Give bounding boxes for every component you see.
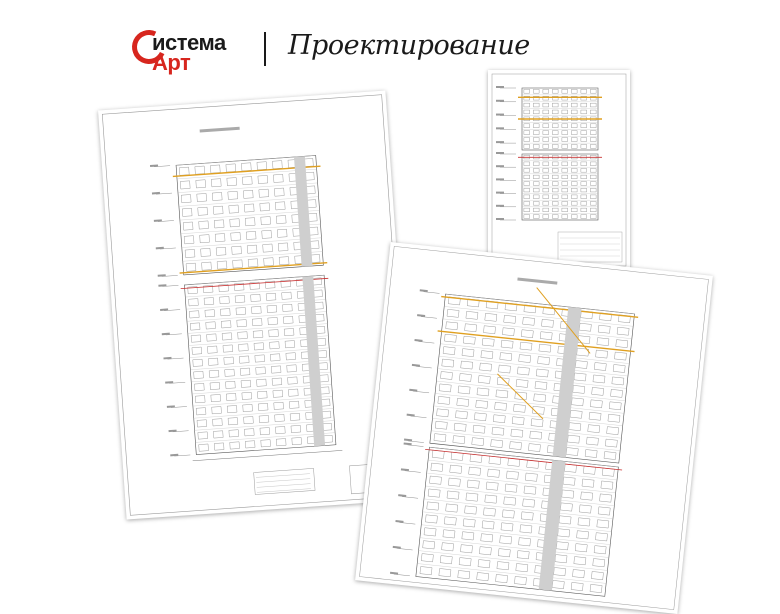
header: [0, 0, 780, 90]
building-facade-drawing-icon: [488, 70, 630, 270]
facade-drawing-front: [355, 242, 713, 614]
building-facade-drawing-icon: [355, 242, 713, 614]
logo-name-bottom: Арт: [152, 50, 191, 75]
logo: [132, 28, 262, 74]
facade-drawing-left: [98, 90, 414, 519]
facade-drawing-small: [488, 70, 630, 270]
tagline: Проектирование: [288, 30, 530, 61]
building-facade-drawing-icon: [98, 90, 414, 519]
logo-name-top: истема: [152, 30, 226, 55]
header-divider: [264, 32, 266, 66]
